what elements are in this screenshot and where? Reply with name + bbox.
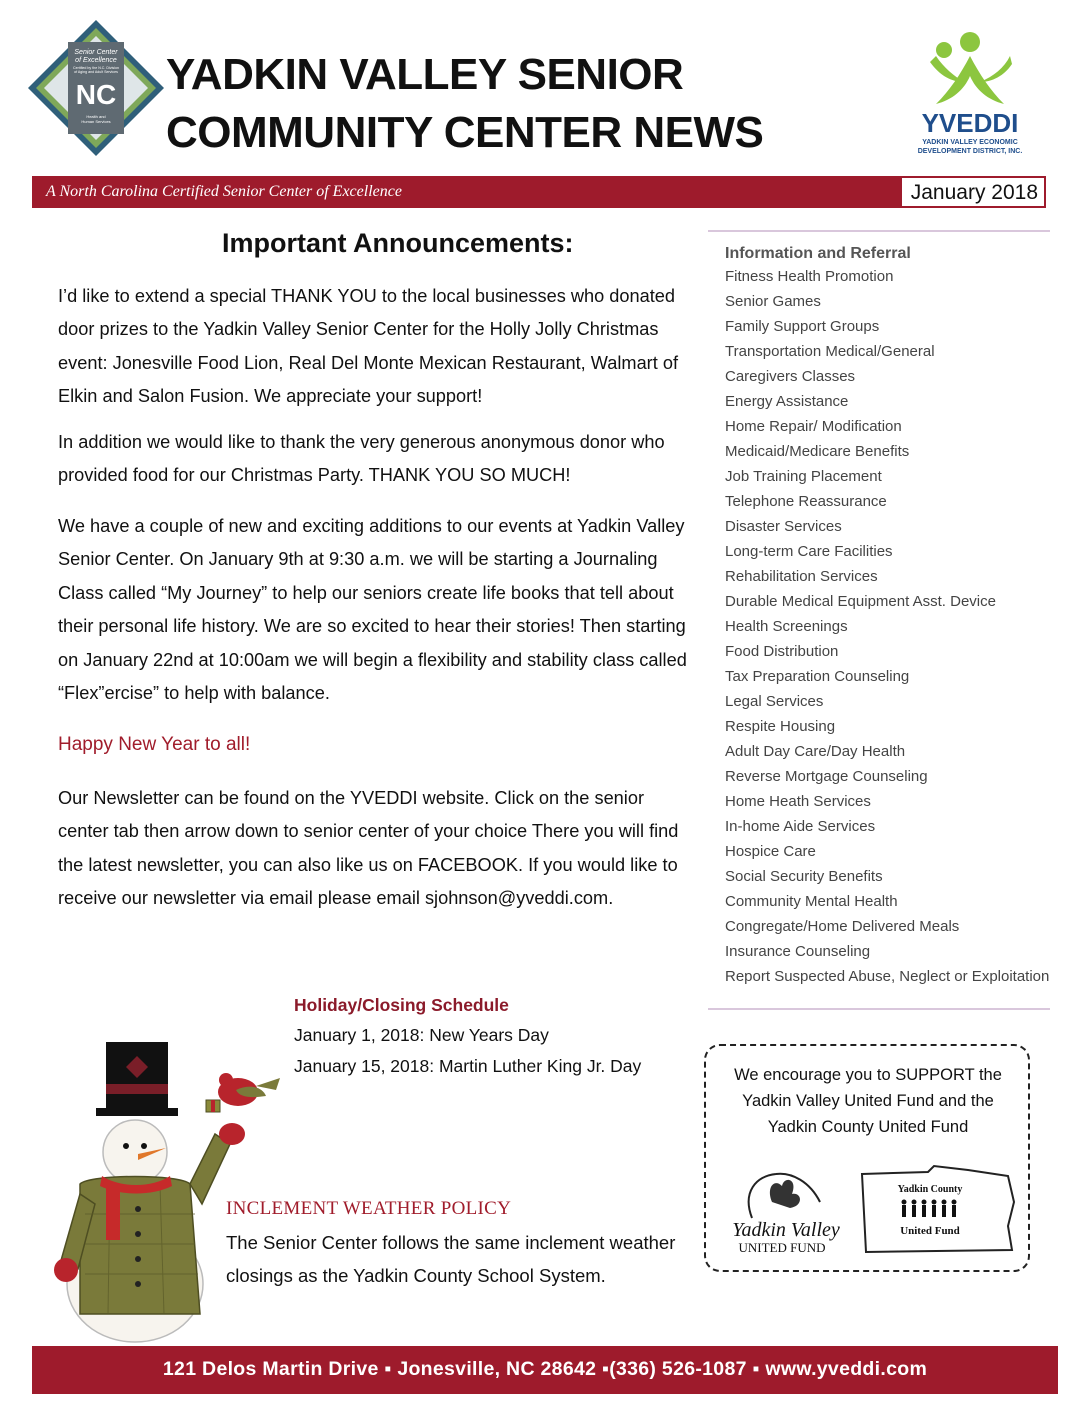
announcement-thank-you-paragraph: I’d like to extend a special THANK YOU to the local businesses who donated door prizes to the Yadkin Valley Senior Center for the Holly Jolly Christmas event: Jonesville Food Lion, Real Del Monte Mexican Restaurant, Walmart of Elkin and Salon Fusion. We appreciate your support! <box>58 286 679 407</box>
yadkin-county-united-fund-logo <box>858 1162 1018 1258</box>
newsletter-info-paragraph: Our Newsletter can be found on the YVEDDI website. Click on the senior center tab then arrow down to senior center of your choice There you will find the latest newsletter, you can also like us on FACEBOOK. If you would like to receive our newsletter via email please email sjohnson@yveddi.com. <box>58 788 679 909</box>
referral-item: Tax Preparation Counseling <box>725 668 910 685</box>
badge-line4: of Aging and Adult Services <box>74 70 118 74</box>
support-line2: Yadkin Valley United Fund and the <box>742 1092 994 1110</box>
support-line1: We encourage you to SUPPORT the <box>734 1066 1002 1084</box>
support-line3: Yadkin County United Fund <box>767 1118 969 1136</box>
yvuf-line1: Yadkin Valley <box>732 1219 840 1241</box>
ycuf-line1: Yadkin County <box>897 1184 963 1195</box>
holiday-item: January 1, 2018: New Years Day <box>294 1025 549 1045</box>
referral-item: Home Repair/ Modification <box>725 418 902 435</box>
referral-item: Family Support Groups <box>725 318 880 335</box>
referral-list <box>725 264 1049 989</box>
referral-item: Insurance Counseling <box>725 943 871 960</box>
referral-item: Disaster Services <box>725 518 842 535</box>
happy-new-year-text: Happy New Year to all! <box>58 734 251 755</box>
footer-address: 121 Delos Martin Drive ▪ Jonesville, NC 28642 ▪(336) 526-1087 ▪ www.yveddi.com <box>162 1358 928 1380</box>
newsletter-title-line1: YADKIN VALLEY SENIOR <box>166 50 684 99</box>
announcements-heading: Important Announcements: <box>222 228 574 258</box>
sidebar-top-rule <box>708 230 1050 232</box>
announcement-new-classes-paragraph: We have a couple of new and exciting additions to our events at Yadkin Valley Senior Center. On January 9th at 9:30 a.m. we will be starting a Journaling Class called “My Journey” to help our seniors create life books that tell about their personal life history. We are so excited to hear their stories! Then starting on January 22nd at 10:00am we will begin a flexibility and stability class called “Flex”ercise” to help with balance. <box>58 516 687 704</box>
referral-item: Report Suspected Abuse, Neglect or Exploitation <box>725 968 1050 985</box>
badge-line6: Human Services <box>81 119 111 124</box>
senior-center-excellence-badge <box>26 18 166 158</box>
referral-item: Long-term Care Facilities <box>725 543 893 560</box>
referral-item: Legal Services <box>725 693 824 710</box>
referral-item: In-home Aide Services <box>725 818 876 835</box>
referral-item: Caregivers Classes <box>725 368 856 385</box>
logo-name: YVEDDI <box>921 108 1019 138</box>
logo-line2: DEVELOPMENT DISTRICT, INC. <box>917 148 1023 155</box>
holiday-schedule-title: Holiday/Closing Schedule <box>294 995 509 1015</box>
referral-item: Job Training Placement <box>725 468 882 485</box>
referral-item: Reverse Mortgage Counseling <box>725 768 928 785</box>
referral-item: Energy Assistance <box>725 393 849 410</box>
logo-line1: YADKIN VALLEY ECONOMIC <box>922 139 1018 146</box>
inclement-weather-title: INCLEMENT WEATHER POLICY <box>226 1198 512 1219</box>
referral-item: Congregate/Home Delivered Meals <box>725 918 960 935</box>
ycuf-line2: United Fund <box>900 1225 960 1237</box>
yveddi-logo <box>900 20 1040 168</box>
referral-item: Durable Medical Equipment Asst. Device <box>725 593 996 610</box>
referral-item: Food Distribution <box>725 643 839 660</box>
support-text <box>718 1062 1018 1140</box>
referral-item: Community Mental Health <box>725 893 898 910</box>
badge-initials: NC <box>75 79 117 110</box>
inclement-weather-body: The Senior Center follows the same inclement weather closings as the Yadkin County School System. <box>226 1232 676 1286</box>
sidebar-bottom-rule <box>708 1008 1050 1010</box>
referral-item: Hospice Care <box>725 843 816 860</box>
referral-item: Rehabilitation Services <box>725 568 878 585</box>
badge-line1: Senior Center <box>74 49 118 56</box>
snowman-illustration <box>40 1034 290 1344</box>
referral-item: Fitness Health Promotion <box>725 268 894 285</box>
badge-line5: Health and <box>86 114 106 119</box>
holiday-item: January 15, 2018: Martin Luther King Jr. Day <box>294 1056 642 1076</box>
yadkin-valley-united-fund-logo <box>712 1162 852 1262</box>
referral-item: Social Security Benefits <box>725 868 883 885</box>
newsletter-title-line2: COMMUNITY CENTER NEWS <box>166 108 764 157</box>
referral-item: Home Heath Services <box>725 793 871 810</box>
referral-item: Telephone Reassurance <box>725 493 887 510</box>
issue-date: January 2018 <box>910 181 1038 204</box>
referral-item: Health Screenings <box>725 618 848 635</box>
referral-heading: Information and Referral <box>725 245 911 262</box>
announcement-donor-paragraph: In addition we would like to thank the very generous anonymous donor who provided food for our Christmas Party. THANK YOU SO MUCH! <box>58 432 665 486</box>
badge-line2: of Excellence <box>75 57 117 64</box>
badge-line3: Certified by the N.C. Division <box>73 66 119 70</box>
referral-item: Transportation Medical/General <box>725 343 935 360</box>
referral-item: Adult Day Care/Day Health <box>725 743 906 760</box>
tagline: A North Carolina Certified Senior Center of Excellence <box>46 183 402 200</box>
referral-item: Medicaid/Medicare Benefits <box>725 443 910 460</box>
referral-item: Senior Games <box>725 293 821 310</box>
yvuf-line2: UNITED FUND <box>738 1240 826 1255</box>
referral-item: Respite Housing <box>725 718 836 735</box>
